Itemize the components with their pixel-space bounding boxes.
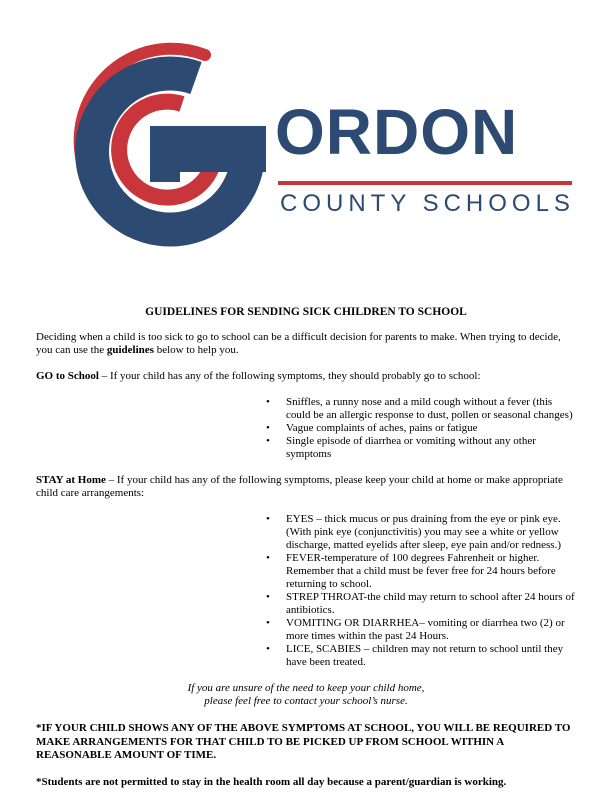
intro-guidelines: guidelines (106, 344, 154, 356)
list-item: • STREP THROAT-the child may return to school after 24 hours of antibiotics. (266, 591, 576, 617)
document-body (36, 306, 576, 789)
stay-section-heading (36, 474, 576, 500)
intro-paragraph (36, 331, 576, 357)
logo-divider (278, 181, 572, 185)
list-item: • FEVER-temperature of 100 degrees Fahrenheit or higher. Remember that a child must be fever free for 24 hours before returning to school. (266, 552, 576, 591)
logo-wordmark: ORDON (275, 96, 519, 168)
intro-text-before: Deciding when a child is too sick to go to school can be a difficult decision for parents to make. When trying to decide, you can use the (36, 331, 561, 356)
go-symptoms-list (36, 396, 576, 461)
list-item: • VOMITING OR DIARRHEA– vomiting or diarrhea two (2) or more times within the past 24 Hours. (266, 617, 576, 643)
list-item: • LICE, SCABIES – children may not return to school until they have been treated. (266, 643, 576, 669)
stay-heading-text: – If your child has any of the following symptoms, please keep your child at home or make appropriate child care arrangements: (36, 474, 563, 499)
page-title: GUIDELINES FOR SENDING SICK CHILDREN TO SCHOOL (145, 306, 467, 318)
logo-subtitle: COUNTY SCHOOLS (280, 190, 575, 217)
go-section-heading (36, 370, 576, 383)
nurse-note-line-2: please feel free to contact your school’s nurse. (204, 695, 408, 707)
list-item: • Single episode of diarrhea or vomiting without any other symptoms (266, 435, 576, 461)
stay-heading-label: STAY at Home (36, 474, 106, 486)
list-item: • Sniffles, a runny nose and a mild cough without a fever (this could be an allergic response to dust, pollen or seasonal changes) (266, 396, 576, 422)
stay-symptoms-list (36, 513, 576, 669)
gordon-county-schools-logo (0, 0, 612, 260)
intro-text-after: below to help you. (153, 344, 239, 356)
go-heading-label: GO to School (36, 370, 99, 382)
list-item: • EYES – thick mucus or pus draining from the eye or pink eye. (With pink eye (conjunctivitis) you may see a white or yellow discharge, matted eyelids after sleep, eye pain and/or redness.) (266, 513, 576, 552)
nurse-note-line-1: If you are unsure of the need to keep your child home, (187, 682, 425, 694)
go-heading-text: – If your child has any of the following symptoms, they should probably go to school: (98, 370, 481, 382)
nurse-note (36, 682, 576, 708)
health-room-footnote: *Students are not permitted to stay in the health room all day because a parent/guardian is working. (36, 775, 507, 788)
pickup-warning: *IF YOUR CHILD SHOWS ANY OF THE ABOVE SYMPTOMS AT SCHOOL, YOU WILL BE REQUIRED TO MAKE ARRANGEMENTS FOR THAT CHILD TO BE PICKED UP FROM SCHOOL WITHIN A REASONABLE AMOUNT OF TIME. (36, 722, 571, 761)
list-item: • Vague complaints of aches, pains or fatigue (266, 422, 576, 435)
